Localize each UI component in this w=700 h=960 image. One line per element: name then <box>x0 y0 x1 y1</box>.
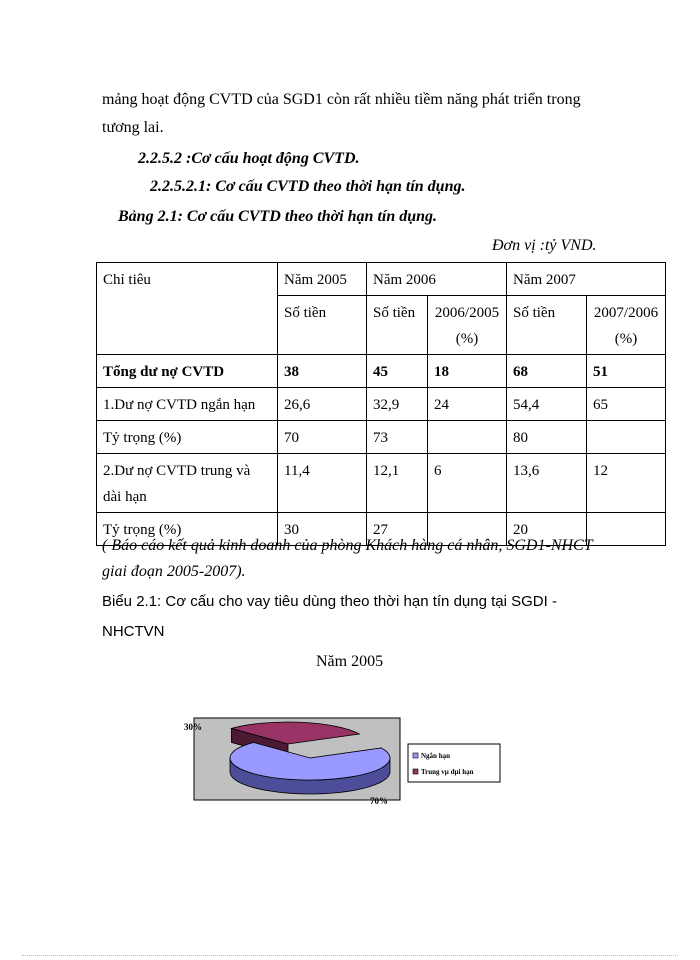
cell: 11,4 <box>278 454 367 513</box>
cell: 26,6 <box>278 388 367 421</box>
pie-chart <box>180 708 510 818</box>
cell: 68 <box>507 355 587 388</box>
row-label: Tỷ trọng (%) <box>97 421 278 454</box>
chart-title: Năm 2005 <box>316 653 384 670</box>
source-line-2: giai đoạn 2005-2007). <box>102 563 246 580</box>
legend-box <box>408 744 500 782</box>
row-label: Tổng dư nợ CVTD <box>97 355 278 388</box>
credit-structure-table <box>96 262 666 546</box>
header-ratio-2007: 2007/2006 (%) <box>587 296 666 355</box>
header-ratio-2006: 2006/2005 (%) <box>428 296 507 355</box>
header-so-tien-2005: Số tiền <box>278 296 367 355</box>
legend-label-long-term: Trung vµ dµi hạn <box>421 768 474 776</box>
cell <box>587 513 666 546</box>
row-label: 2.Dư nợ CVTD trung và dài hạn <box>97 454 278 513</box>
section-heading: 2.2.5.2 :Cơ cấu hoạt động CVTD. <box>138 150 360 167</box>
figure-caption-line-2: NHCTVN <box>102 623 165 640</box>
cell: 12,1 <box>367 454 428 513</box>
cell: 80 <box>507 421 587 454</box>
cell: 6 <box>428 454 507 513</box>
data-label-30: 30% <box>184 722 202 732</box>
figure-caption-line-1: Biểu 2.1: Cơ cấu cho vay tiêu dùng theo thời hạn tín dụng tại SGDI - <box>102 593 557 610</box>
table-row <box>97 454 666 513</box>
header-chi-tieu: Chỉ tiêu <box>97 263 278 355</box>
header-year-2006: Năm 2006 <box>367 263 507 296</box>
data-label-70: 70% <box>370 796 388 806</box>
cell: 65 <box>587 388 666 421</box>
legend-swatch-short-term <box>413 753 418 758</box>
intro-line-1: mảng hoạt động CVTD của SGD1 còn rất nhiều tiềm năng phát triển trong <box>102 91 581 108</box>
cell: 13,6 <box>507 454 587 513</box>
cell <box>587 421 666 454</box>
header-so-tien-2007: Số tiền <box>507 296 587 355</box>
subsection-heading: 2.2.5.2.1: Cơ cấu CVTD theo thời hạn tín dụng. <box>150 178 466 195</box>
cell: 12 <box>587 454 666 513</box>
intro-line-2: tương lai. <box>102 119 164 136</box>
cell: 30 <box>278 513 367 546</box>
page-bottom-divider <box>22 955 678 956</box>
cell <box>428 421 507 454</box>
cell: 70 <box>278 421 367 454</box>
legend-swatch-long-term <box>413 769 418 774</box>
cell: 45 <box>367 355 428 388</box>
row-label: Tỷ trọng (%) <box>97 513 278 546</box>
cell: 18 <box>428 355 507 388</box>
cell: 32,9 <box>367 388 428 421</box>
table-row <box>97 421 666 454</box>
header-so-tien-2006: Số tiền <box>367 296 428 355</box>
legend-label-short-term: Ngắn hạn <box>421 752 450 760</box>
header-year-2005: Năm 2005 <box>278 263 367 296</box>
table-title: Bảng 2.1: Cơ cấu CVTD theo thời hạn tín dụng. <box>118 208 438 225</box>
cell: 20 <box>507 513 587 546</box>
cell: 24 <box>428 388 507 421</box>
cell: 54,4 <box>507 388 587 421</box>
cell: 38 <box>278 355 367 388</box>
table-row <box>97 355 666 388</box>
cell: 27 <box>367 513 428 546</box>
header-year-2007: Năm 2007 <box>507 263 666 296</box>
table-row <box>97 388 666 421</box>
unit-note: Đơn vị :tỷ VND. <box>492 237 597 254</box>
table-header-row <box>97 263 666 296</box>
row-label: 1.Dư nợ CVTD ngắn hạn <box>97 388 278 421</box>
cell: 73 <box>367 421 428 454</box>
source-line-1: ( Báo cáo kết quả kinh doanh của phòng Khách hàng cá nhân, SGD1-NHCT <box>102 537 593 554</box>
cell: 51 <box>587 355 666 388</box>
